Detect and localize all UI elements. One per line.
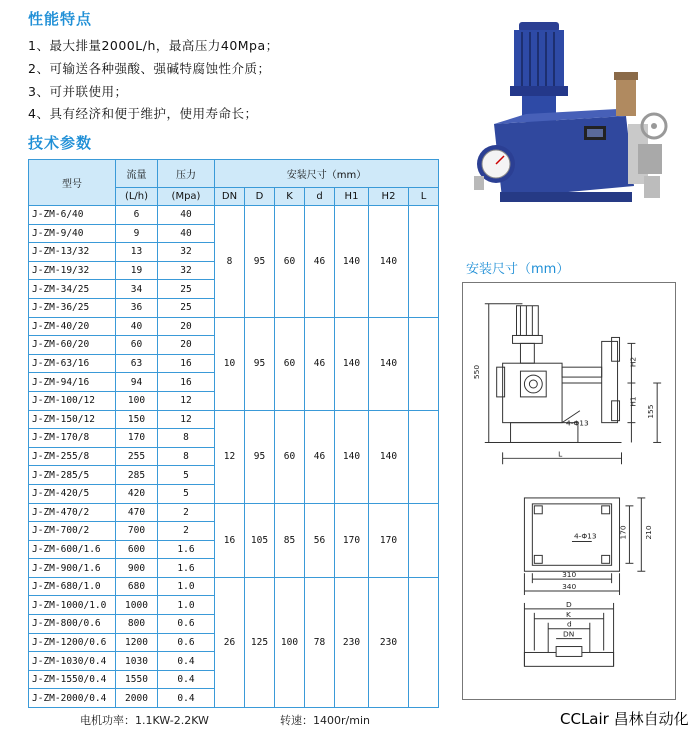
label-155: 155: [646, 404, 656, 419]
cell-model: J-ZM-63/16: [29, 354, 116, 373]
feature-item-4: 4、具有经济和便于维护，使用寿命长；: [28, 106, 258, 121]
cell-model: J-ZM-34/25: [29, 280, 116, 299]
cell-pressure: 12: [158, 410, 215, 429]
cell-flow: 40: [116, 317, 158, 336]
header-install: 安装尺寸（mm）: [215, 160, 439, 188]
cell-h1: 170: [335, 503, 369, 577]
label-l: L: [558, 449, 563, 459]
cell-h2: 170: [369, 503, 409, 577]
cell-pressure: 0.6: [158, 615, 215, 634]
cell-pressure: 40: [158, 224, 215, 243]
motor-power: 电机功率：1.1KW-2.2KW: [80, 714, 209, 727]
cell-h1: 140: [335, 410, 369, 503]
cell-flow: 150: [116, 410, 158, 429]
label-holes-1: 4-Φ13: [566, 418, 589, 428]
cell-l: [409, 577, 439, 707]
cell-h1: 230: [335, 577, 369, 707]
cell-model: J-ZM-255/8: [29, 447, 116, 466]
label-flange-d-inner: d: [567, 619, 572, 629]
cell-pressure: 40: [158, 206, 215, 225]
cell-dn: 16: [215, 503, 245, 577]
cell-model: J-ZM-60/20: [29, 336, 116, 355]
cell-flow: 34: [116, 280, 158, 299]
table-row: [29, 410, 439, 429]
drawing-title: 安装尺寸（mm）: [466, 262, 570, 277]
cell-flow: 420: [116, 484, 158, 503]
cell-l: [409, 206, 439, 318]
cell-model: J-ZM-470/2: [29, 503, 116, 522]
cell-pressure: 0.6: [158, 633, 215, 652]
label-170: 170: [618, 525, 628, 540]
cell-model: J-ZM-100/12: [29, 391, 116, 410]
cell-dn: 26: [215, 577, 245, 707]
header-h1: H1: [335, 188, 369, 206]
feature-item-2: 2、可输送各种强酸、强碱特腐蚀性介质；: [28, 61, 271, 76]
cell-dn: 10: [215, 317, 245, 410]
cell-flow: 6: [116, 206, 158, 225]
table-row: [29, 503, 439, 522]
specs-title: 技术参数: [28, 134, 93, 152]
cell-pressure: 8: [158, 429, 215, 448]
cell-model: J-ZM-1200/0.6: [29, 633, 116, 652]
cell-pressure: 5: [158, 484, 215, 503]
cell-flow: 63: [116, 354, 158, 373]
cell-flow: 700: [116, 522, 158, 541]
cell-flow: 255: [116, 447, 158, 466]
cell-flow: 470: [116, 503, 158, 522]
cell-pressure: 20: [158, 336, 215, 355]
label-flange-dn: DN: [563, 629, 575, 639]
cell-model: J-ZM-285/5: [29, 466, 116, 485]
header-k: K: [275, 188, 305, 206]
cell-pressure: 0.4: [158, 670, 215, 689]
feature-item-1: 1、最大排量2000L/h，最高压力40Mpa；: [28, 38, 279, 53]
cell-model: J-ZM-19/32: [29, 261, 116, 280]
label-310: 310: [562, 570, 577, 580]
header-dn: DN: [215, 188, 245, 206]
cell-model: J-ZM-40/20: [29, 317, 116, 336]
label-flange-k: K: [566, 609, 571, 619]
header-pressure: 压力: [158, 160, 215, 188]
cell-flow: 1000: [116, 596, 158, 615]
cell-flow: 60: [116, 336, 158, 355]
cell-model: J-ZM-800/0.6: [29, 615, 116, 634]
cell-flow: 1030: [116, 652, 158, 671]
cell-flow: 100: [116, 391, 158, 410]
cell-pressure: 1.6: [158, 540, 215, 559]
cell-model: J-ZM-900/1.6: [29, 559, 116, 578]
label-flange-d: D: [566, 599, 572, 609]
cell-flow: 1200: [116, 633, 158, 652]
cell-d-outer: 95: [245, 317, 275, 410]
features-title: 性能特点: [28, 10, 93, 28]
cell-d-inner: 56: [305, 503, 335, 577]
pump-photo: [466, 16, 676, 221]
label-550: 550: [471, 364, 481, 380]
brand-watermark: CCLair 昌林自动化: [560, 710, 689, 728]
cell-d-inner: 78: [305, 577, 335, 707]
cell-model: J-ZM-6/40: [29, 206, 116, 225]
cell-flow: 600: [116, 540, 158, 559]
cell-d-outer: 105: [245, 503, 275, 577]
cell-l: [409, 503, 439, 577]
cell-model: J-ZM-1000/1.0: [29, 596, 116, 615]
label-holes-2: 4-Φ13: [573, 531, 597, 541]
cell-pressure: 25: [158, 298, 215, 317]
cell-dn: 12: [215, 410, 245, 503]
cell-d-inner: 46: [305, 317, 335, 410]
cell-k: 60: [275, 206, 305, 318]
cell-flow: 19: [116, 261, 158, 280]
cell-h1: 140: [335, 206, 369, 318]
spec-table-body: [29, 206, 439, 708]
cell-flow: 680: [116, 577, 158, 596]
cell-flow: 13: [116, 243, 158, 262]
cell-pressure: 0.4: [158, 689, 215, 708]
table-row: [29, 317, 439, 336]
cell-flow: 2000: [116, 689, 158, 708]
cell-flow: 94: [116, 373, 158, 392]
header-flow: 流量: [116, 160, 158, 188]
cell-h2: 140: [369, 206, 409, 318]
cell-model: J-ZM-94/16: [29, 373, 116, 392]
cell-flow: 800: [116, 615, 158, 634]
cell-flow: 285: [116, 466, 158, 485]
cell-flow: 1550: [116, 670, 158, 689]
cell-model: J-ZM-700/2: [29, 522, 116, 541]
header-h2: H2: [369, 188, 409, 206]
cell-model: J-ZM-680/1.0: [29, 577, 116, 596]
cell-pressure: 25: [158, 280, 215, 299]
header-d-inner: d: [305, 188, 335, 206]
cell-pressure: 16: [158, 373, 215, 392]
cell-model: J-ZM-150/12: [29, 410, 116, 429]
cell-d-outer: 95: [245, 410, 275, 503]
cell-l: [409, 317, 439, 410]
cell-model: J-ZM-1030/0.4: [29, 652, 116, 671]
cell-k: 60: [275, 317, 305, 410]
cell-pressure: 8: [158, 447, 215, 466]
cell-d-outer: 125: [245, 577, 275, 707]
feature-item-3: 3、可并联使用；: [28, 84, 128, 99]
cell-model: J-ZM-170/8: [29, 429, 116, 448]
cell-k: 60: [275, 410, 305, 503]
cell-model: J-ZM-9/40: [29, 224, 116, 243]
cell-model: J-ZM-1550/0.4: [29, 670, 116, 689]
cell-h2: 140: [369, 410, 409, 503]
cell-k: 100: [275, 577, 305, 707]
spec-table: [28, 159, 439, 708]
cell-model: J-ZM-2000/0.4: [29, 689, 116, 708]
cell-pressure: 32: [158, 243, 215, 262]
cell-dn: 8: [215, 206, 245, 318]
cell-model: J-ZM-13/32: [29, 243, 116, 262]
cell-h2: 140: [369, 317, 409, 410]
cell-h2: 230: [369, 577, 409, 707]
label-h2: H2: [628, 356, 638, 368]
header-pressure-unit: (Mpa): [158, 188, 215, 206]
cell-d-outer: 95: [245, 206, 275, 318]
cell-pressure: 0.4: [158, 652, 215, 671]
header-l: L: [409, 188, 439, 206]
cell-flow: 36: [116, 298, 158, 317]
cell-l: [409, 410, 439, 503]
table-row: [29, 206, 439, 225]
cell-pressure: 1.0: [158, 596, 215, 615]
cell-flow: 9: [116, 224, 158, 243]
cell-d-inner: 46: [305, 410, 335, 503]
cell-h1: 140: [335, 317, 369, 410]
cell-pressure: 2: [158, 522, 215, 541]
motor-speed: 转速：1400r/min: [280, 714, 370, 727]
cell-model: J-ZM-420/5: [29, 484, 116, 503]
label-h1: H1: [628, 396, 638, 407]
cell-flow: 170: [116, 429, 158, 448]
cell-pressure: 16: [158, 354, 215, 373]
header-flow-unit: (L/h): [116, 188, 158, 206]
cell-k: 85: [275, 503, 305, 577]
cell-d-inner: 46: [305, 206, 335, 318]
label-340: 340: [562, 582, 577, 592]
cell-pressure: 32: [158, 261, 215, 280]
cell-pressure: 1.0: [158, 577, 215, 596]
cell-pressure: 2: [158, 503, 215, 522]
installation-drawing: [462, 282, 676, 700]
cell-pressure: 20: [158, 317, 215, 336]
label-210: 210: [644, 525, 654, 540]
cell-model: J-ZM-36/25: [29, 298, 116, 317]
cell-pressure: 5: [158, 466, 215, 485]
header-model: 型号: [29, 160, 116, 206]
cell-pressure: 12: [158, 391, 215, 410]
cell-model: J-ZM-600/1.6: [29, 540, 116, 559]
cell-pressure: 1.6: [158, 559, 215, 578]
cell-flow: 900: [116, 559, 158, 578]
header-d-outer: D: [245, 188, 275, 206]
table-row: [29, 577, 439, 596]
